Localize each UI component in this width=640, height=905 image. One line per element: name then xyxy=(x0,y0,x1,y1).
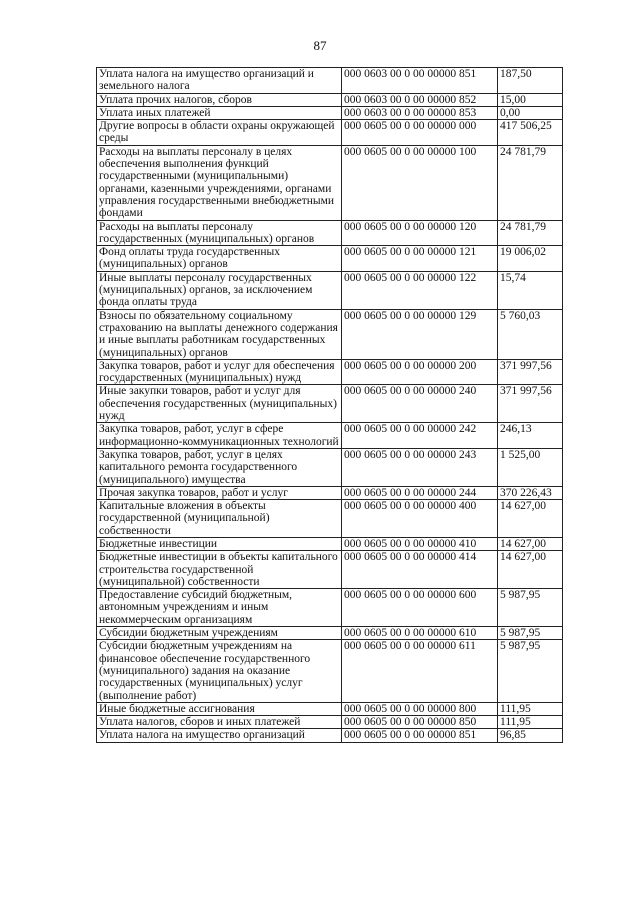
expense-name-cell: Уплата налога на имущество организаций и земельного налога xyxy=(97,68,342,94)
expense-name-cell: Бюджетные инвестиции xyxy=(97,537,342,550)
table-row xyxy=(97,93,563,106)
expense-name-cell: Фонд оплаты труда государственных (муниципальных) органов xyxy=(97,246,342,272)
budget-code-cell: 000 0605 00 0 00 00000 851 xyxy=(342,729,498,742)
budget-code-cell: 000 0605 00 0 00 00000 100 xyxy=(342,145,498,220)
expense-name-cell: Иные закупки товаров, работ и услуг для обеспечения государственных (муниципальных) нужд xyxy=(97,385,342,423)
budget-code-cell: 000 0605 00 0 00 00000 850 xyxy=(342,716,498,729)
table-row xyxy=(97,120,563,146)
expense-name-cell: Субсидии бюджетным учреждениям xyxy=(97,627,342,640)
expense-name-cell: Субсидии бюджетным учреждениям на финансовое обеспечение государственного (муниципального) задания на оказание государственных (муниципальных) услуг (выполнение работ) xyxy=(97,640,342,702)
amount-cell: 19 006,02 xyxy=(498,246,563,272)
budget-code-cell: 000 0605 00 0 00 00000 800 xyxy=(342,702,498,715)
table-row xyxy=(97,145,563,220)
amount-cell: 5 987,95 xyxy=(498,627,563,640)
table-row xyxy=(97,423,563,449)
amount-cell: 96,85 xyxy=(498,729,563,742)
expense-name-cell: Взносы по обязательному социальному страхованию на выплаты денежного содержания и иные выплаты работникам государственных (муниципальных) органов xyxy=(97,309,342,359)
expense-name-cell: Капитальные вложения в объекты государственной (муниципальной) собственности xyxy=(97,500,342,538)
budget-code-cell: 000 0605 00 0 00 00000 120 xyxy=(342,220,498,246)
amount-cell: 0,00 xyxy=(498,106,563,119)
table-row xyxy=(97,640,563,702)
table-row xyxy=(97,716,563,729)
table-row xyxy=(97,246,563,272)
budget-code-cell: 000 0605 00 0 00 00000 121 xyxy=(342,246,498,272)
amount-cell: 187,50 xyxy=(498,68,563,94)
amount-cell: 15,00 xyxy=(498,93,563,106)
budget-code-cell: 000 0605 00 0 00 00000 244 xyxy=(342,486,498,499)
amount-cell: 15,74 xyxy=(498,271,563,309)
budget-code-cell: 000 0605 00 0 00 00000 610 xyxy=(342,627,498,640)
table-row xyxy=(97,271,563,309)
amount-cell: 371 997,56 xyxy=(498,385,563,423)
table-row xyxy=(97,309,563,359)
expense-name-cell: Закупка товаров, работ и услуг для обеспечения государственных (муниципальных) нужд xyxy=(97,359,342,385)
expense-name-cell: Уплата налога на имущество организаций xyxy=(97,729,342,742)
expense-name-cell: Расходы на выплаты персоналу государственных (муниципальных) органов xyxy=(97,220,342,246)
table-row xyxy=(97,702,563,715)
expense-name-cell: Закупка товаров, работ, услуг в сфере информационно-коммуникационных технологий xyxy=(97,423,342,449)
budget-table xyxy=(96,67,563,743)
budget-code-cell: 000 0605 00 0 00 00000 410 xyxy=(342,537,498,550)
budget-code-cell: 000 0605 00 0 00 00000 122 xyxy=(342,271,498,309)
expense-name-cell: Расходы на выплаты персоналу в целях обеспечения выполнения функций государственными (муниципальными) органами, казенными учреждениями, органами управления государственными внебюджетными фондами xyxy=(97,145,342,220)
table-row xyxy=(97,537,563,550)
expense-name-cell: Иные бюджетные ассигнования xyxy=(97,702,342,715)
expense-name-cell: Предоставление субсидий бюджетным, автономным учреждениям и иным некоммерческим организациям xyxy=(97,589,342,627)
budget-code-cell: 000 0605 00 0 00 00000 243 xyxy=(342,448,498,486)
table-row xyxy=(97,589,563,627)
amount-cell: 14 627,00 xyxy=(498,500,563,538)
table-row xyxy=(97,448,563,486)
expense-name-cell: Иные выплаты персоналу государственных (муниципальных) органов, за исключением фонда оплаты труда xyxy=(97,271,342,309)
budget-code-cell: 000 0605 00 0 00 00000 200 xyxy=(342,359,498,385)
budget-code-cell: 000 0605 00 0 00 00000 400 xyxy=(342,500,498,538)
amount-cell: 371 997,56 xyxy=(498,359,563,385)
budget-code-cell: 000 0605 00 0 00 00000 414 xyxy=(342,551,498,589)
budget-code-cell: 000 0605 00 0 00 00000 242 xyxy=(342,423,498,449)
amount-cell: 5 760,03 xyxy=(498,309,563,359)
budget-code-cell: 000 0605 00 0 00 00000 000 xyxy=(342,120,498,146)
amount-cell: 111,95 xyxy=(498,716,563,729)
budget-code-cell: 000 0603 00 0 00 00000 852 xyxy=(342,93,498,106)
budget-table-body xyxy=(97,68,563,743)
expense-name-cell: Уплата прочих налогов, сборов xyxy=(97,93,342,106)
amount-cell: 24 781,79 xyxy=(498,220,563,246)
budget-code-cell: 000 0605 00 0 00 00000 129 xyxy=(342,309,498,359)
amount-cell: 246,13 xyxy=(498,423,563,449)
expense-name-cell: Уплата налогов, сборов и иных платежей xyxy=(97,716,342,729)
amount-cell: 370 226,43 xyxy=(498,486,563,499)
table-row xyxy=(97,500,563,538)
budget-code-cell: 000 0605 00 0 00 00000 600 xyxy=(342,589,498,627)
amount-cell: 5 987,95 xyxy=(498,640,563,702)
amount-cell: 111,95 xyxy=(498,702,563,715)
expense-name-cell: Закупка товаров, работ, услуг в целях капитального ремонта государственного (муниципального) имущества xyxy=(97,448,342,486)
expense-name-cell: Уплата иных платежей xyxy=(97,106,342,119)
table-row xyxy=(97,551,563,589)
expense-name-cell: Бюджетные инвестиции в объекты капитального строительства государственной (муниципальной) собственности xyxy=(97,551,342,589)
table-row xyxy=(97,486,563,499)
table-row xyxy=(97,627,563,640)
amount-cell: 14 627,00 xyxy=(498,551,563,589)
amount-cell: 5 987,95 xyxy=(498,589,563,627)
table-row xyxy=(97,385,563,423)
budget-code-cell: 000 0603 00 0 00 00000 851 xyxy=(342,68,498,94)
amount-cell: 14 627,00 xyxy=(498,537,563,550)
budget-code-cell: 000 0605 00 0 00 00000 240 xyxy=(342,385,498,423)
amount-cell: 417 506,25 xyxy=(498,120,563,146)
table-row xyxy=(97,729,563,742)
expense-name-cell: Прочая закупка товаров, работ и услуг xyxy=(97,486,342,499)
budget-code-cell: 000 0605 00 0 00 00000 611 xyxy=(342,640,498,702)
amount-cell: 1 525,00 xyxy=(498,448,563,486)
table-row xyxy=(97,220,563,246)
budget-code-cell: 000 0603 00 0 00 00000 853 xyxy=(342,106,498,119)
table-row xyxy=(97,106,563,119)
amount-cell: 24 781,79 xyxy=(498,145,563,220)
page-number: 87 xyxy=(313,38,327,53)
expense-name-cell: Другие вопросы в области охраны окружающей среды xyxy=(97,120,342,146)
table-row xyxy=(97,359,563,385)
table-row xyxy=(97,68,563,94)
